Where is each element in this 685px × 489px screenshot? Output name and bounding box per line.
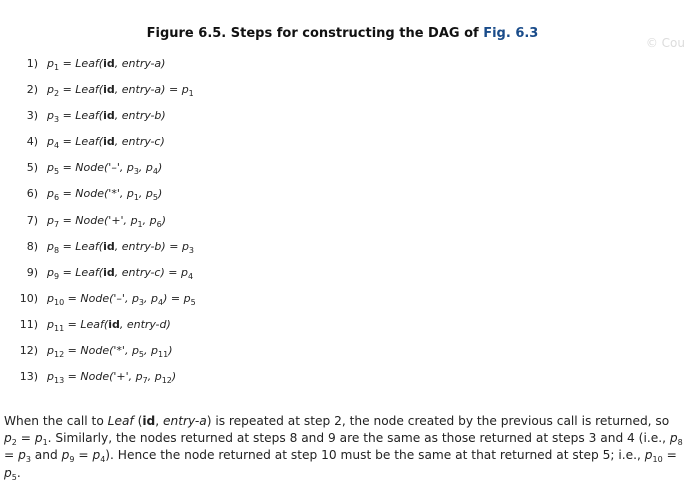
step-row: [0, 238, 685, 264]
step-number: 9): [26, 265, 38, 279]
step-expression: $p_{10}$ = Node('–', $p_3$, $p_4) = p_5$: [47, 291, 196, 307]
step-row: [0, 264, 685, 290]
step-expression: $p_4$ = Leaf(id, entry-c): [47, 135, 165, 151]
step-number: 13): [19, 370, 38, 384]
step-row: [0, 185, 685, 211]
step-number: 1): [26, 57, 38, 70]
step-number: 10): [19, 291, 38, 305]
step-row: [0, 316, 685, 342]
step-number: 5): [26, 161, 38, 175]
step-row: [0, 342, 685, 368]
step-number: 7): [26, 213, 38, 227]
figure-link[interactable]: Fig. 6.3: [483, 26, 539, 41]
step-number: 2): [26, 83, 38, 97]
step-row: [0, 159, 685, 185]
step-expression: $p_8$ = Leaf(id, entry-b) = $p_3$: [47, 239, 195, 255]
step-row: [0, 81, 685, 107]
step-expression: $p_9$ = Leaf(id, entry-c) = $p_4$: [47, 265, 194, 281]
step-expression: $p_2$ = Leaf(id, entry-a) = $p_1$: [47, 83, 194, 99]
step-row: [0, 290, 685, 316]
steps-list: [0, 55, 685, 394]
step-expression: $p_6$ = Node('*', $p_1$, $p_5$): [47, 187, 163, 203]
step-number: 6): [26, 187, 38, 201]
step-expression: $p_{13}$ = Node('+', $p_7$, $p_{12}$): [47, 370, 177, 386]
step-expression: $p_{11}$ = Leaf(id, entry-d): [47, 317, 171, 333]
step-number: 4): [26, 135, 38, 149]
step-expression: $p_1$ = Leaf(id, entry-a): [47, 57, 166, 72]
step-row: [0, 55, 685, 81]
step-row: [0, 368, 685, 394]
step-row: [0, 107, 685, 133]
explanation-paragraph: When the call to Leaf (id, entry-a) is repeated at step 2, the node created by the previous call is returned, so $p_2 = p_1$. Similarly, the nodes returned at steps 8 and 9 are the same as those returned at steps 3 and 4 (i.e., $p_8 = p_3$ and $p_9 = p_4$). Hence the node returned at step 10 must be the same at that returned at step 5; i.e., $p_{10} = p_5$.: [4, 414, 683, 482]
watermark: © Cou: [645, 36, 685, 50]
step-number: 12): [19, 344, 38, 358]
step-expression: $p_{12}$ = Node('*', $p_5$, $p_{11}$): [47, 344, 173, 360]
step-row: [0, 133, 685, 159]
step-expression: $p_3$ = Leaf(id, entry-b): [47, 109, 166, 125]
step-expression: $p_5$ = Node('–', $p_3$, $p_4$): [47, 161, 163, 177]
step-number: 8): [26, 239, 38, 253]
step-number: 3): [26, 109, 38, 123]
caption-text: Figure 6.5. Steps for constructing the DAG of: [146, 26, 479, 41]
step-number: 11): [19, 317, 38, 331]
figure-caption: [0, 26, 685, 41]
step-expression: $p_7$ = Node('+', $p_1$, $p_6$): [47, 213, 167, 229]
step-row: [0, 212, 685, 238]
